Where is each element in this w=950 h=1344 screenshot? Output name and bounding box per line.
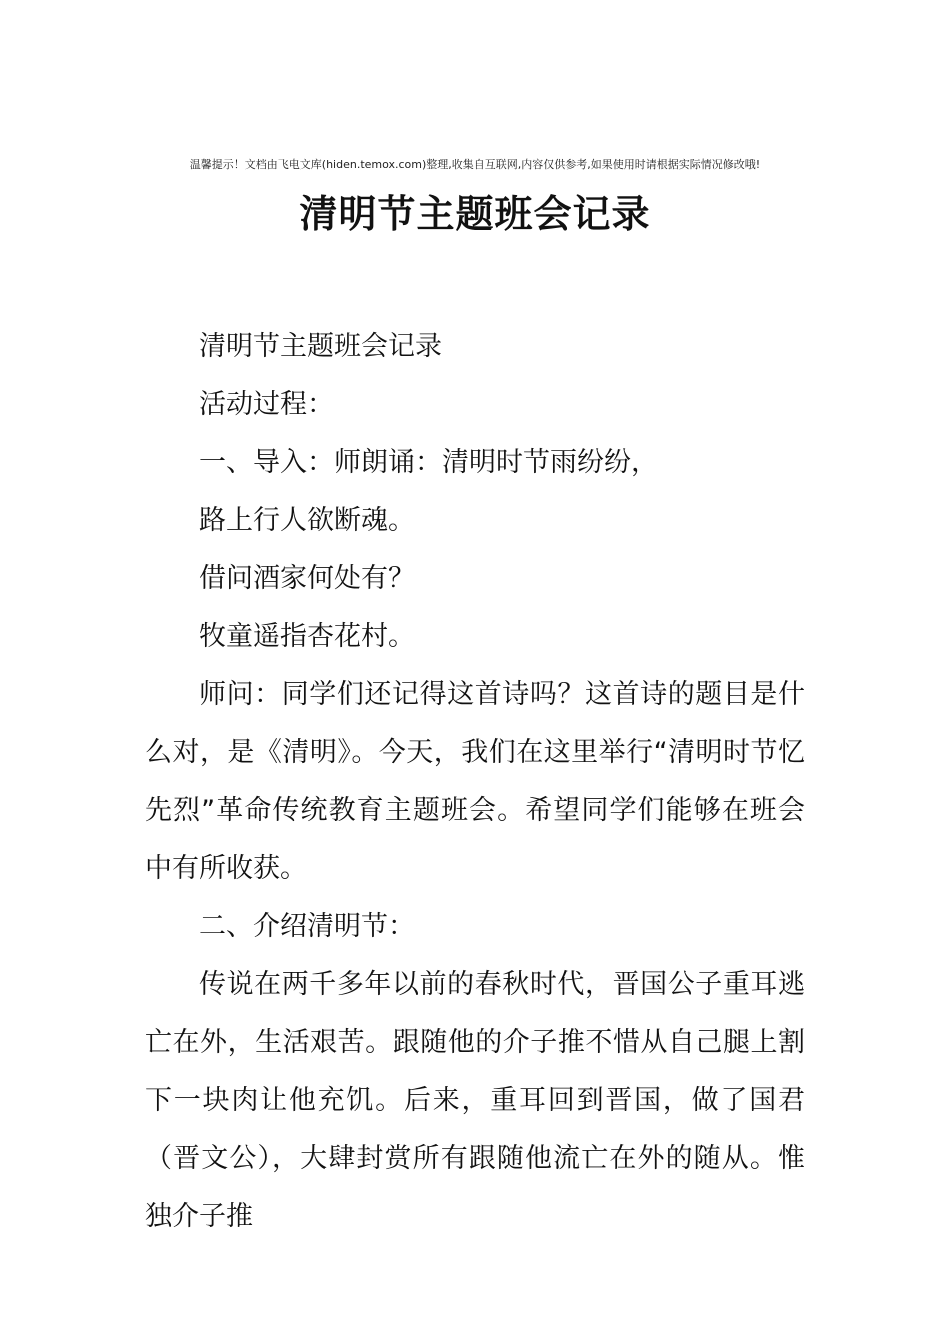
paragraph: 路上行人欲断魂。: [199, 505, 415, 536]
header-notice: 温馨提示！文档由飞电文库(hiden.temox.com)整理,收集自互联网,内容仅供参考,如果使用时请根据实际情况修改哦!: [189, 158, 761, 171]
paragraph: 师问：同学们还记得这首诗吗？这首诗的题目是什么对，是《清明》。今天，我们在这里举行“清明时节忆先烈”革命传统教育主题班会。希望同学们能够在班会中有所收获。: [145, 679, 805, 884]
document-title: 清明节主题班会记录: [299, 191, 651, 236]
paragraph: 传说在两千多年以前的春秋时代，晋国公子重耳逃亡在外，生活艰苦。跟随他的介子推不惜从自己腿上割下一块肉让他充饥。后来，重耳回到晋国，做了国君（晋文公），大肆封赏所有跟随他流亡在外的随从。惟独介子推: [145, 969, 805, 1232]
paragraph: 二、介绍清明节：: [199, 911, 415, 942]
paragraph: 牧童遥指杏花村。: [199, 621, 415, 652]
document-body: [145, 318, 805, 1246]
paragraph: 清明节主题班会记录: [199, 331, 442, 362]
paragraph: 借问酒家何处有？: [199, 563, 415, 594]
paragraph: 活动过程：: [199, 389, 334, 420]
paragraph: 一、导入：师朗诵：清明时节雨纷纷，: [199, 447, 658, 478]
